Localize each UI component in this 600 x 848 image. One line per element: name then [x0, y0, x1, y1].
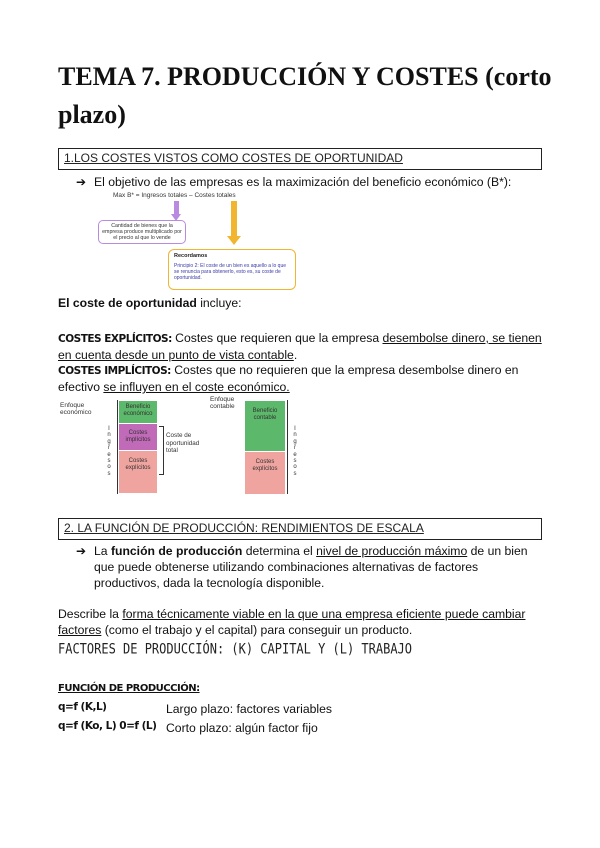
right-heading: Enfoque contable: [210, 396, 235, 410]
bullet-text-c: determina el: [242, 544, 317, 558]
costes-implicitos-label: COSTES IMPLÍCITOS:: [58, 365, 171, 377]
page-title: TEMA 7. PRODUCCIÓN Y COSTES (corto plazo): [58, 62, 552, 129]
short-run-desc: Corto plazo: algún factor fijo: [166, 721, 318, 735]
oportunidad-bracket: [159, 426, 164, 475]
funcion-produccion-heading: FUNCIÓN DE PRODUCCIÓN:: [58, 683, 200, 694]
yellow-arrow-shaft: [231, 201, 237, 237]
explicitos-text: Costes que requieren que la empresa: [171, 331, 383, 345]
describe-text-a: Describe la: [58, 607, 123, 621]
long-run-desc: Largo plazo: factores variables: [166, 702, 332, 716]
left-heading: Enfoque económico: [60, 402, 92, 416]
profit-formula-diagram: [95, 190, 305, 295]
right-column-line: [287, 400, 288, 494]
describe-paragraph: [58, 606, 538, 638]
objective-bullet: El objetivo de las empresas es la maximización del beneficio económico (B*):: [94, 175, 512, 189]
bullet-bold: función de producción: [110, 544, 243, 558]
bullet-text-a: La: [94, 544, 111, 558]
explicitos-underlined: desembolse dinero, se tienen en cuenta desde un punto de vista contable: [58, 331, 542, 362]
yellow-arrow-head-icon: [227, 236, 241, 245]
purple-arrow-shaft: [174, 201, 179, 215]
formula-text: Max B* = Ingresos totales – Costes totales: [113, 192, 236, 199]
costes-implicitos-paragraph: [58, 362, 542, 395]
note-body: Principio 2: El coste de un bien es aquello a lo que se renuncia para obtenerlo, esto es, su coste de oportunidad.: [174, 263, 287, 281]
coste-oportunidad-label: El coste de oportunidad: [58, 296, 197, 310]
costes-explicitos-right-block: Costes explícitos: [245, 452, 285, 494]
costes-explicitos-label: COSTES EXPLÍCITOS:: [58, 333, 172, 345]
coste-oportunidad-suffix: incluye:: [196, 296, 242, 310]
bullet-text-e: de un bien que puede obtenerse utilizando combinaciones alternativas de factores productivos, dada la tecnología disponible.: [94, 544, 528, 590]
short-run-formula: q=f (Ko, L) 0=f (L): [58, 720, 157, 732]
costes-explicitos-block: Costes explícitos: [119, 451, 157, 493]
cost-approach-diagram: [58, 396, 308, 498]
bullet-arrow-icon: ➔: [76, 175, 87, 189]
implicitos-text: Costes que no requieren que la empresa desembolse dinero en efectivo: [58, 363, 519, 394]
factores-produccion-note: FACTORES DE PRODUCCIÓN: (K) CAPITAL Y (L) TRABAJO: [58, 641, 413, 658]
long-run-formula: q=f (K,L): [58, 701, 107, 713]
describe-underlined: forma técnicamente viable en la que una empresa eficiente puede cambiar factores: [58, 607, 526, 637]
bullet-underlined: nivel de producción máximo: [316, 544, 468, 558]
ingresos-left-label: I n g r e s o s: [107, 426, 111, 477]
quantity-box: Cantidad de bienes que la empresa produce multiplicado por el precio al que lo vende: [98, 220, 186, 244]
section-heading-2: 2. LA FUNCIÓN DE PRODUCCIÓN: RENDIMIENTOS DE ESCALA: [58, 518, 542, 540]
describe-text-b: (como el trabajo y el capital) para conseguir un producto.: [101, 623, 413, 637]
explicitos-end: .: [293, 348, 298, 362]
section-heading-1: 1.LOS COSTES VISTOS COMO COSTES DE OPORTUNIDAD: [58, 148, 542, 170]
implicitos-underlined: se influyen en el coste económico.: [103, 380, 290, 394]
beneficio-contable-block: Beneficio contable: [245, 401, 285, 451]
coste-oportunidad-line: [58, 295, 242, 311]
costes-explicitos-paragraph: [58, 330, 542, 363]
bullet-arrow-icon: ➔: [76, 544, 87, 558]
ingresos-right-label: I n g r e s o s: [293, 426, 297, 477]
costes-implicitos-block: Costes implícitos: [119, 424, 157, 450]
note-title: Recordamos: [174, 253, 208, 259]
note-box: [168, 249, 296, 290]
left-column-line: [117, 400, 118, 494]
coste-oportunidad-total-label: Coste de oportunidad total: [166, 432, 200, 454]
production-function-bullet: [94, 543, 534, 591]
beneficio-economico-block: Beneficio económico: [119, 401, 157, 423]
